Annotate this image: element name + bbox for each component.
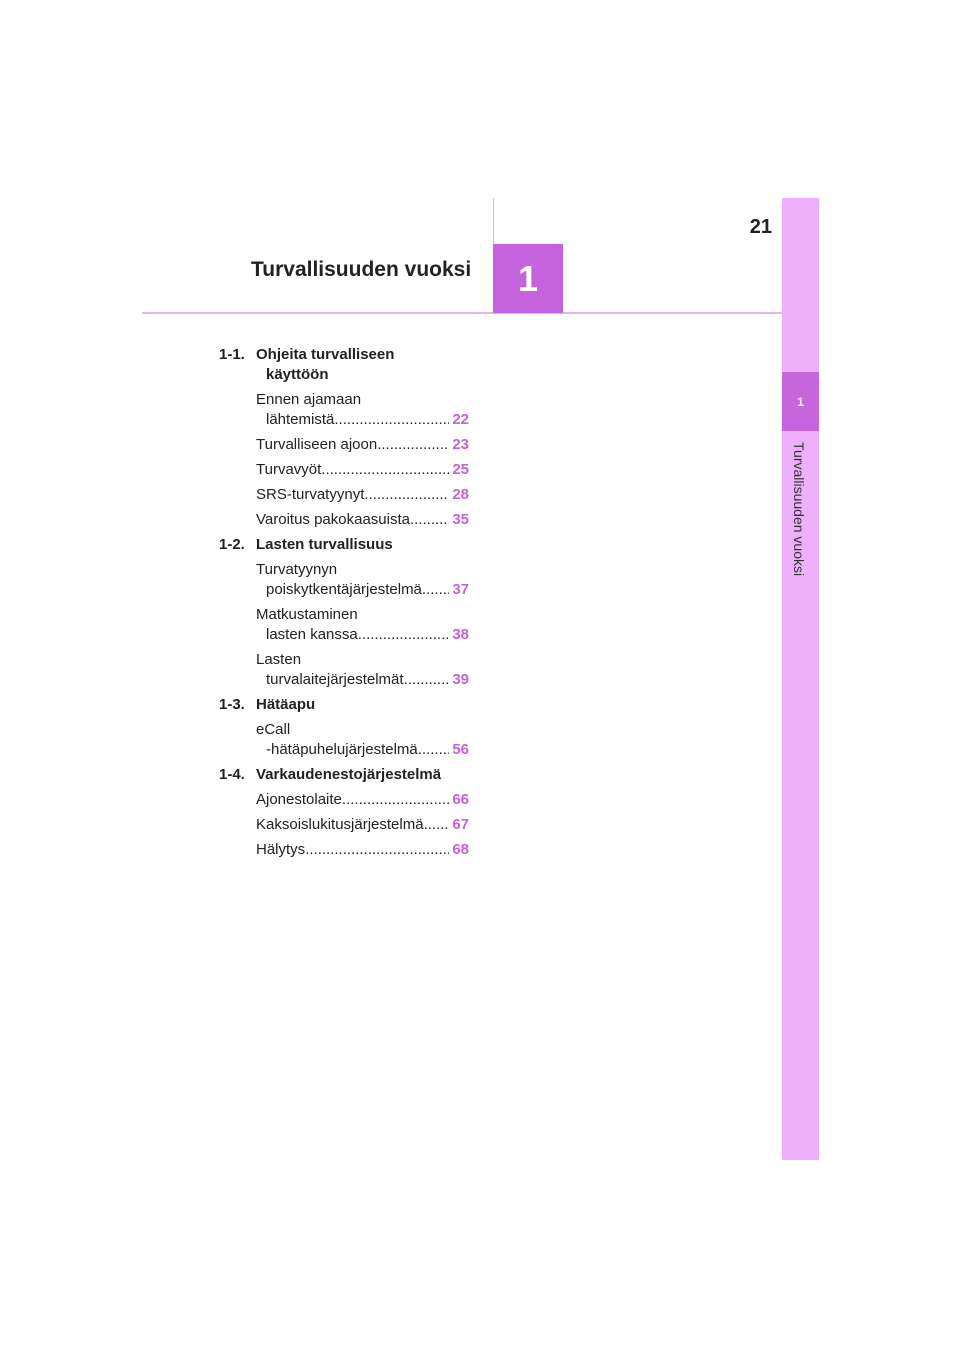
- page-link[interactable]: 38: [452, 626, 469, 643]
- entry-title: SRS-turvatyynyt: [256, 486, 365, 503]
- side-chapter-label: Turvallisuuden vuoksi: [791, 442, 807, 577]
- toc-entry[interactable]: [256, 840, 469, 860]
- toc-section-1-4: [219, 765, 469, 785]
- toc-section-1-1: [219, 345, 469, 385]
- entry-title: Turvatyynyn: [256, 561, 338, 578]
- toc-entry[interactable]: [256, 815, 469, 835]
- entry-title-cont: -hätäpuhelujärjestelmä: [266, 741, 418, 758]
- side-thumb-index: [782, 198, 819, 1160]
- entry-title: Turvavyöt: [256, 461, 322, 478]
- section-number: 1-1.: [219, 346, 245, 363]
- section-number: 1-4.: [219, 766, 245, 783]
- page-link[interactable]: 68: [452, 841, 469, 858]
- header-divider-vertical: [493, 198, 494, 246]
- entry-title: Varoitus pakokaasuista: [256, 511, 410, 528]
- section-title-line1: Ohjeita turvalliseen: [256, 346, 395, 363]
- entry-title: Ennen ajamaan: [256, 391, 362, 408]
- section-title-line2: käyttöön: [266, 366, 329, 383]
- toc-entry[interactable]: [256, 510, 469, 530]
- toc-section-1-3: [219, 695, 469, 715]
- toc-section-1-2: [219, 535, 469, 555]
- page-link[interactable]: 56: [452, 741, 469, 758]
- entry-title: Turvalliseen ajoon: [256, 436, 378, 453]
- entry-title: Lasten: [256, 651, 302, 668]
- entry-title: Hälytys: [256, 841, 306, 858]
- toc-entry[interactable]: [256, 605, 469, 645]
- toc-entry[interactable]: [256, 790, 469, 810]
- toc-entry[interactable]: [256, 650, 469, 690]
- chapter-title: Turvallisuuden vuoksi: [251, 258, 472, 281]
- page-link[interactable]: 25: [452, 461, 469, 478]
- toc-entry[interactable]: [256, 390, 469, 430]
- page-link[interactable]: 28: [452, 486, 469, 503]
- section-title: Lasten turvallisuus: [256, 536, 393, 553]
- section-title: [256, 345, 394, 385]
- chapter-number-box: 1: [493, 244, 563, 313]
- page-link[interactable]: 67: [452, 816, 469, 833]
- toc-entry[interactable]: [256, 485, 469, 505]
- entry-title-cont: lasten kanssa: [266, 626, 358, 643]
- page-link[interactable]: 23: [452, 436, 469, 453]
- section-title: Hätäapu: [256, 696, 316, 713]
- entry-title-cont: poiskytkentäjärjestelmä: [266, 581, 422, 598]
- page-link[interactable]: 35: [452, 511, 469, 528]
- side-chapter-tab[interactable]: 1: [782, 372, 819, 431]
- page-link[interactable]: 66: [452, 791, 469, 808]
- entry-title: Kaksoislukitusjärjestelmä: [256, 816, 424, 833]
- page-link[interactable]: 37: [452, 581, 469, 598]
- toc-entry[interactable]: [256, 435, 469, 455]
- toc-entry[interactable]: [256, 460, 469, 480]
- entry-title-cont: lähtemistä: [266, 411, 335, 428]
- section-number: 1-2.: [219, 536, 245, 553]
- header-rule: [142, 312, 782, 314]
- page-link[interactable]: 39: [452, 671, 469, 688]
- page-number: 21: [749, 216, 772, 238]
- section-number: 1-3.: [219, 696, 245, 713]
- entry-title: Matkustaminen: [256, 606, 358, 623]
- entry-title: Ajonestolaite: [256, 791, 342, 808]
- toc-entry[interactable]: [256, 720, 469, 760]
- page-link[interactable]: 22: [452, 411, 469, 428]
- table-of-contents: [219, 345, 469, 865]
- entry-title-cont: turvalaitejärjestelmät: [266, 671, 404, 688]
- entry-title: eCall: [256, 721, 291, 738]
- section-title: Varkaudenestojärjestelmä: [256, 766, 442, 783]
- toc-entry[interactable]: [256, 560, 469, 600]
